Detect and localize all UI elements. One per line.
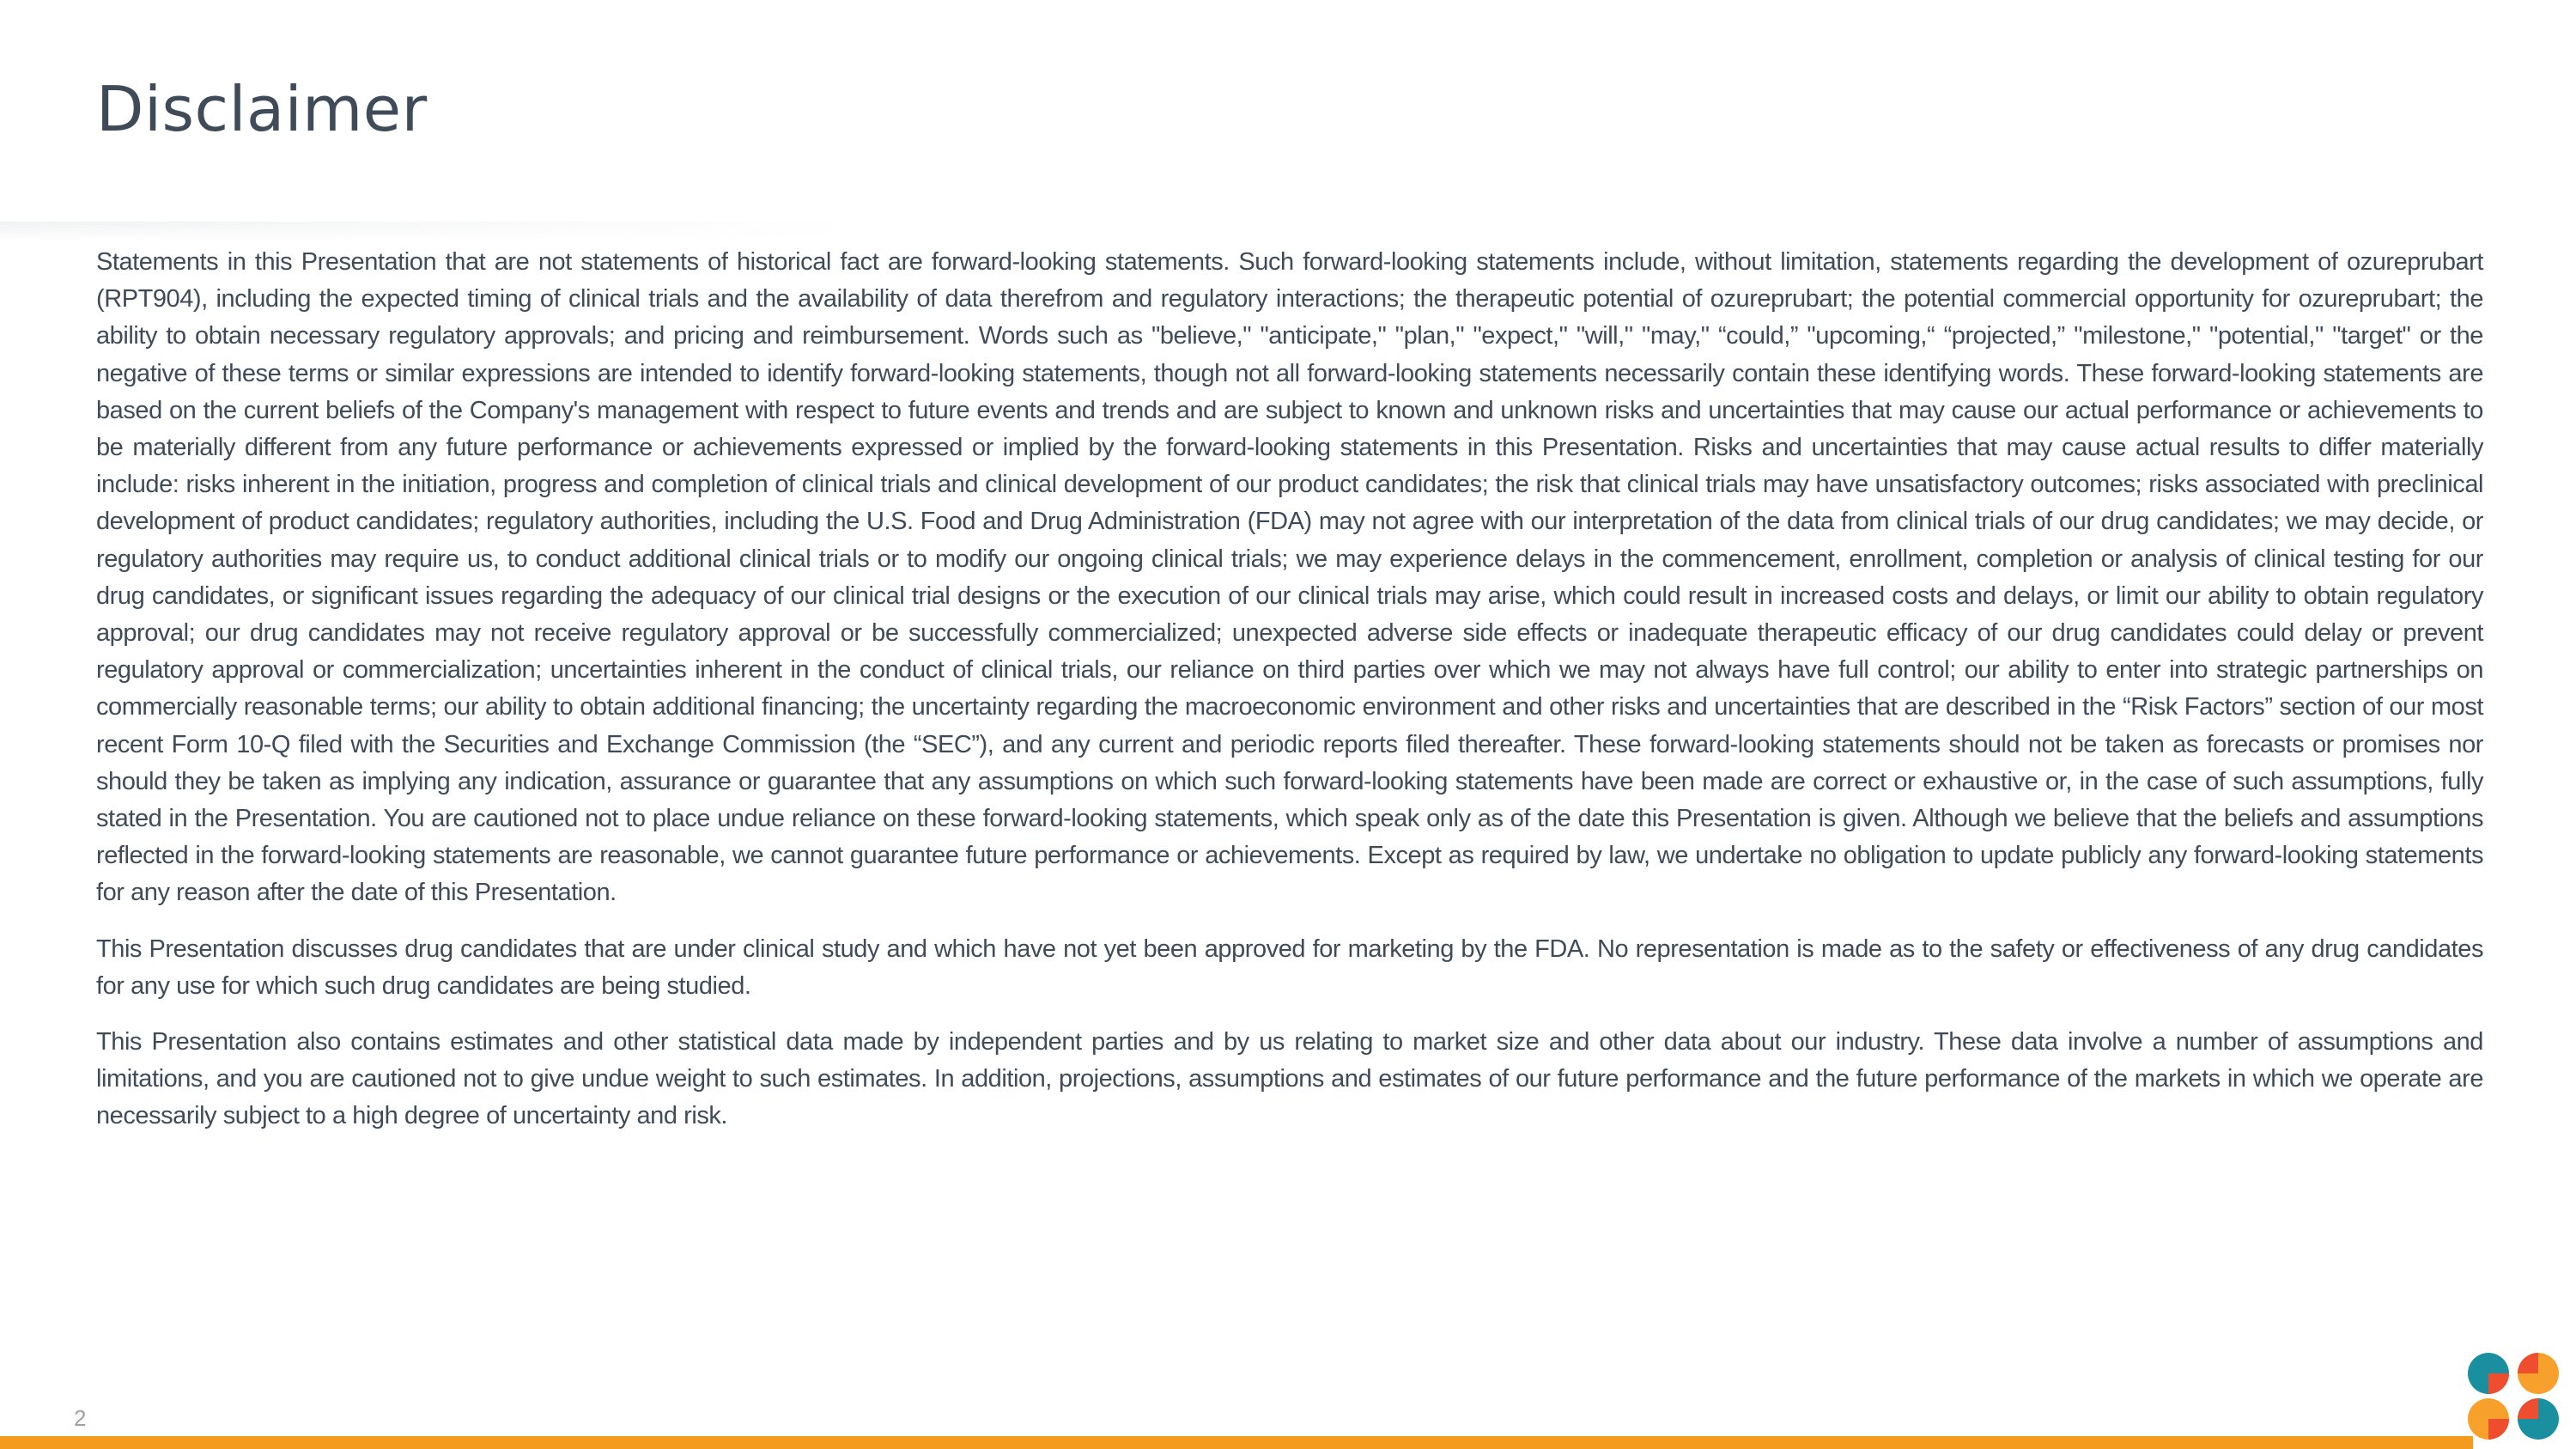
logo-petal-top-right (2518, 1353, 2559, 1394)
logo-petal-top-left (2468, 1353, 2509, 1394)
page-title: Disclaimer (96, 73, 428, 145)
disclaimer-paragraph-forward-looking: Statements in this Presentation that are not statements of historical fact are forward-looking statements. Such forward-looking statements include, without limitation, statements regarding the development of ozureprubart (RPT904), including the expected timing of clinical trials and the availability of data therefrom and regulatory interactions; the therapeutic potential of ozureprubart; the potential commercial opportunity for ozureprubart; the ability to obtain necessary regulatory approvals; and pricing and reimbursement. Words such as "believe," "anticipate," "plan," "expect," "will," "may," “could,” "upcoming,“ “projected,” "milestone," "potential," "target" or the negative of these terms or similar expressions are intended to identify forward-looking statements, though not all forward-looking statements necessarily contain these identifying words. These forward-looking statements are based on the current beliefs of the Company's management with respect to future events and trends and are subject to known and unknown risks and uncertainties that may cause our actual performance or achievements to be materially different from any future performance or achievements expressed or implied by the forward-looking statements in this Presentation. Risks and uncertainties that may cause actual results to differ materially include: risks inherent in the initiation, progress and completion of clinical trials and clinical development of our product candidates; the risk that clinical trials may have unsatisfactory outcomes; risks associated with preclinical development of product candidates; regulatory authorities, including the U.S. Food and Drug Administration (FDA) may not agree with our interpretation of the data from clinical trials of our drug candidates; we may decide, or regulatory authorities may require us, to conduct additional clinical trials or to modify our ongoing clinical trials; we may experience delays in the commencement, enrollment, completion or analysis of clinical testing for our drug candidates, or significant issues regarding the adequacy of our clinical trial designs or the execution of our clinical trials may arise, which could result in increased costs and delays, or limit our ability to obtain regulatory approval; our drug candidates may not receive regulatory approval or be successfully commercialized; unexpected adverse side effects or inadequate therapeutic efficacy of our drug candidates could delay or prevent regulatory approval or commercialization; uncertainties inherent in the conduct of clinical trials, our reliance on third parties over which we may not always have full control; our ability to enter into strategic partnerships on commercially reasonable terms; our ability to obtain additional financing; the uncertainty regarding the macroeconomic environment and other risks and uncertainties that are described in the “Risk Factors” section of our most recent Form 10-Q filed with the Securities and Exchange Commission (the “SEC”), and any current and periodic reports filed thereafter. These forward-looking statements should not be taken as forecasts or promises nor should they be taken as implying any indication, assurance or guarantee that any assumptions on which such forward-looking statements have been made are correct or exhaustive or, in the case of such assumptions, fully stated in the Presentation. You are cautioned not to place undue reliance on these forward-looking statements, which speak only as of the date this Presentation is given. Although we believe that the beliefs and assumptions reflected in the forward-looking statements are reasonable, we cannot guarantee future performance or achievements. Except as required by law, we undertake no obligation to update publicly any forward-looking statements for any reason after the date of this Presentation. (96, 248, 2483, 907)
logo-petal-bottom-right (2518, 1398, 2559, 1440)
company-logo-icon (2463, 1350, 2564, 1443)
logo-petal-bottom-left (2468, 1398, 2509, 1440)
disclaimer-body (96, 244, 2483, 1154)
disclaimer-paragraph-drug-candidates: This Presentation discusses drug candidates that are under clinical study and which have not yet been approved for marketing by the FDA. No representation is made as to the safety or effectiveness of any drug candidates for any use for which such drug candidates are being studied. (96, 935, 2483, 1000)
title-divider (0, 222, 859, 240)
page-number: 2 (74, 1405, 87, 1431)
disclaimer-paragraph-estimates: This Presentation also contains estimates and other statistical data made by independent parties and by us relating to market size and other data about our industry. These data involve a number of assumptions and limitations, and you are cautioned not to give undue weight to such estimates. In addition, projections, assumptions and estimates of our future performance and the future performance of the markets in which we operate are necessarily subject to a high degree of uncertainty and risk. (96, 1028, 2483, 1130)
footer-bar (0, 1436, 2473, 1449)
